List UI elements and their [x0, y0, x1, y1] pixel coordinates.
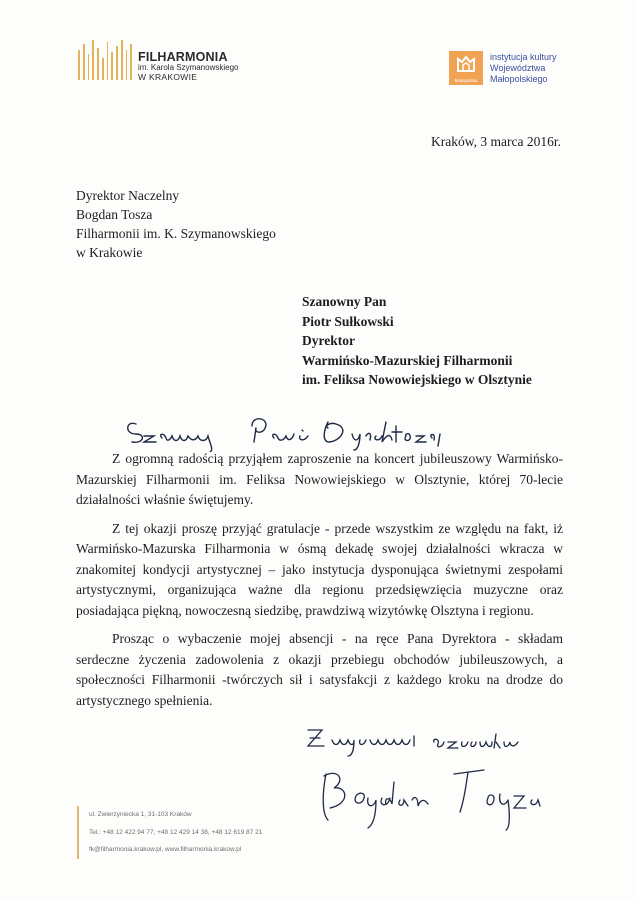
addressee-line-5: im. Feliksa Nowowiejskiego w Olsztynie	[302, 372, 532, 387]
addressee-block	[302, 292, 532, 390]
body-paragraph-2: Z tej okazji proszę przyjąć gratulacje - przede wszystkim ze względu na fakt, iż Warmińsko-Mazurska Filharmonia w ósmą dekadę swojej działalności wkracza w znakomitej kondycji artystycznej – jako instytucja dysponująca świetnymi zespołami artystycznymi, organizująca ważne dla regionu przedsięwzięcia muzyczne oraz posiadająca piękną, nowoczesną siedzibę, prawdziwą wizytówkę Olsztyna i regionu.	[76, 520, 563, 618]
addressee-line-4: Warmińsko-Mazurskiej Filharmonii	[302, 352, 513, 368]
logo-title: FILHARMONIA	[138, 50, 228, 64]
filharmonia-logo-icon	[78, 40, 132, 80]
malopolska-logo-icon	[449, 51, 483, 85]
filharmonia-logo-text	[138, 51, 238, 81]
sender-block	[76, 186, 276, 262]
sender-line-3: Filharmonii im. K. Szymanowskiego	[76, 226, 276, 241]
footer-phones: Tel.: +48 12 422 94 77, +48 12 429 14 38, +48 12 619 87 21	[89, 828, 263, 836]
sender-line-4: w Krakowie	[76, 245, 143, 260]
addressee-line-2: Piotr Sułkowski	[302, 313, 394, 329]
mlp-line-2: Województwa	[490, 63, 546, 73]
footer-address: ul. Zwierzyniecka 1, 31-103 Kraków	[89, 811, 192, 818]
logo-subtitle: im. Karola Szymanowskiego	[138, 63, 239, 73]
mlp-line-1: instytucja kultury	[490, 52, 557, 62]
letter-body	[76, 449, 563, 719]
body-paragraph-1: Z ogromną radością przyjąłem zaproszenie na koncert jubileuszowy Warmińsko-Mazurskiej Filharmonii im. Feliksa Nowowiejskiego w Olsztynie, której 70-lecie działalności właśnie świętujemy.	[76, 451, 563, 507]
malopolska-badge-caption: Małopolska	[454, 78, 478, 83]
letterhead-footer	[77, 806, 262, 859]
sender-line-2: Bogdan Tosza	[76, 207, 153, 222]
footer-contact: fk@filharmonia.krakow.pl, www.filharmonia.krakow.pl	[89, 846, 242, 853]
handwritten-closing-and-signature	[304, 724, 554, 834]
body-paragraph-3: Prosząc o wybaczenie mojej absencji - na ręce Pana Dyrektora - składam serdeczne życzenia zadowolenia z okazji przebiegu obchodów jubileuszowych, a społeczności Filharmonii -twórczych sił i satysfakcji z każdego kroku na drodze do artystycznego spełnienia.	[76, 631, 563, 708]
letter-date: Kraków, 3 marca 2016r.	[431, 134, 561, 149]
mlp-line-3: Małopolskiego	[490, 74, 548, 84]
addressee-line-1: Szanowny Pan	[302, 294, 387, 309]
malopolska-logo-text	[490, 52, 557, 85]
sender-line-1: Dyrektor Naczelny	[76, 188, 180, 203]
handwritten-salutation	[124, 412, 464, 452]
addressee-line-3: Dyrektor	[302, 333, 355, 348]
logo-city: W KRAKOWIE	[138, 71, 198, 82]
